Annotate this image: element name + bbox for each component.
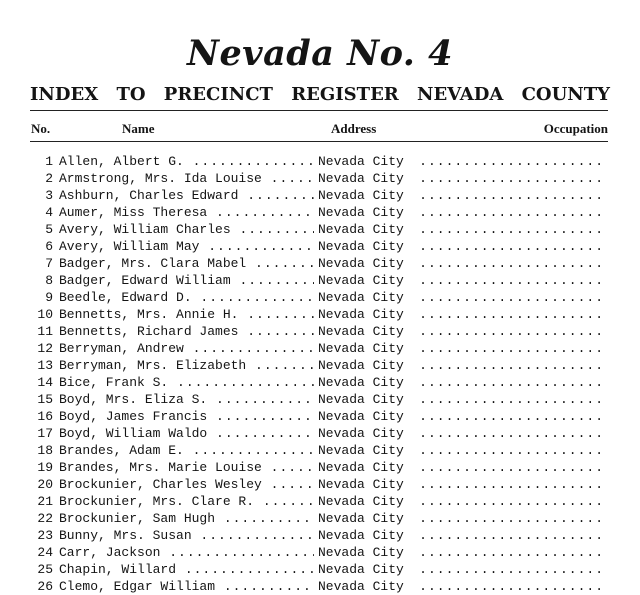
entry-number: 21 [37,494,53,509]
entry-number: 15 [37,392,53,407]
entry-occupation [418,561,604,578]
entry-number: 17 [37,426,53,441]
entry-address: Nevada City [318,307,404,322]
entry-number: 13 [37,358,53,373]
entry-occupation [418,493,604,510]
entry-name: Chapin, Willard ..... [59,561,314,578]
entry-address: Nevada City [318,273,404,288]
header-bottom-rule [30,141,608,142]
entry-number: 5 [45,222,53,237]
register-row [0,442,640,459]
entry-address: Nevada City [318,324,404,339]
entry-address: Nevada City [318,392,404,407]
entry-occupation [418,408,604,425]
entry-number: 3 [45,188,53,203]
entry-number: 26 [37,579,53,594]
entry-name: Aumer, Miss Theresa ..... [59,204,314,221]
register-row [0,408,640,425]
entry-address: Nevada City [318,205,404,220]
entry-number: 4 [45,205,53,220]
entry-name: Beedle, Edward D. ..... [59,289,314,306]
entry-name: Bunny, Mrs. Susan ..... [59,527,314,544]
entry-number: 2 [45,171,53,186]
entry-address: Nevada City [318,171,404,186]
entry-number: 22 [37,511,53,526]
entry-occupation [418,238,604,255]
entry-number: 16 [37,409,53,424]
register-row [0,391,640,408]
entry-address: Nevada City [318,511,404,526]
entry-name: Bennetts, Richard James ..... [59,323,314,340]
entry-name: Brandes, Mrs. Marie Louise ..... [59,459,314,476]
entry-address: Nevada City [318,477,404,492]
entry-address: Nevada City [318,409,404,424]
entry-address: Nevada City [318,443,404,458]
entry-occupation [418,221,604,238]
entry-name: Boyd, William Waldo ..... [59,425,314,442]
register-row [0,578,640,595]
entry-name: Berryman, Mrs. Elizabeth ..... [59,357,314,374]
entry-occupation [418,170,604,187]
entry-name: Avery, William May ..... [59,238,314,255]
register-row [0,238,640,255]
entry-address: Nevada City [318,256,404,271]
entry-occupation [418,187,604,204]
register-row [0,221,640,238]
register-row [0,561,640,578]
entry-address: Nevada City [318,460,404,475]
column-header-name: Name [122,121,155,136]
entry-occupation [418,357,604,374]
register-row [0,187,640,204]
entry-occupation [418,306,604,323]
entry-occupation [418,510,604,527]
register-row [0,323,640,340]
entry-number: 9 [45,290,53,305]
entry-occupation [418,578,604,595]
entry-occupation [418,527,604,544]
entry-occupation [418,323,604,340]
entry-address: Nevada City [318,341,404,356]
entry-name: Badger, Edward William ..... [59,272,314,289]
entry-occupation [418,459,604,476]
register-row [0,459,640,476]
page-title: Nevada No. 4 [186,33,454,74]
entry-number: 6 [45,239,53,254]
register-row [0,289,640,306]
entry-address: Nevada City [318,375,404,390]
entry-occupation [418,425,604,442]
entry-number: 8 [45,273,53,288]
entry-address: Nevada City [318,239,404,254]
entry-occupation [418,255,604,272]
entry-name: Brockunier, Sam Hugh ..... [59,510,314,527]
entry-name: Boyd, James Francis ..... [59,408,314,425]
register-row [0,170,640,187]
register-row [0,153,640,170]
entry-address: Nevada City [318,562,404,577]
entry-number: 23 [37,528,53,543]
entry-address: Nevada City [318,528,404,543]
entry-occupation [418,204,604,221]
entry-occupation [418,476,604,493]
entry-occupation [418,340,604,357]
register-row [0,544,640,561]
register-row [0,357,640,374]
entry-name: Brandes, Adam E. ..... [59,442,314,459]
column-header-no: No. [31,121,51,136]
register-list [0,153,640,595]
entry-name: Brockunier, Charles Wesley ..... [59,476,314,493]
entry-occupation [418,442,604,459]
register-row [0,340,640,357]
entry-number: 20 [37,477,53,492]
entry-name: Armstrong, Mrs. Ida Louise ..... [59,170,314,187]
register-row [0,374,640,391]
entry-name: Bice, Frank S. ..... [59,374,314,391]
entry-occupation [418,272,604,289]
entry-name: Avery, William Charles ..... [59,221,314,238]
entry-name: Carr, Jackson ..... [59,544,314,561]
register-row [0,425,640,442]
entry-name: Boyd, Mrs. Eliza S. ..... [59,391,314,408]
entry-address: Nevada City [318,290,404,305]
register-row [0,527,640,544]
entry-number: 10 [37,307,53,322]
header-top-rule [30,110,608,111]
entry-number: 11 [37,324,53,339]
entry-name: Berryman, Andrew ..... [59,340,314,357]
entry-address: Nevada City [318,426,404,441]
entry-name: Badger, Mrs. Clara Mabel ..... [59,255,314,272]
entry-number: 14 [37,375,53,390]
entry-name: Bennetts, Mrs. Annie H. ..... [59,306,314,323]
register-row [0,493,640,510]
entry-address: Nevada City [318,494,404,509]
entry-name: Clemo, Edgar William ..... [59,578,314,595]
entry-occupation [418,153,604,170]
entry-number: 1 [45,154,53,169]
entry-name: Ashburn, Charles Edward ..... [59,187,314,204]
entry-number: 18 [37,443,53,458]
entry-number: 24 [37,545,53,560]
column-header-address: Address [331,121,377,136]
entry-number: 7 [45,256,53,271]
column-header-occupation: Occupation [543,121,608,136]
entry-occupation [418,374,604,391]
entry-number: 12 [37,341,53,356]
register-row [0,510,640,527]
entry-name: Allen, Albert G. ..... [59,153,314,170]
entry-occupation [418,289,604,306]
entry-address: Nevada City [318,545,404,560]
entry-address: Nevada City [318,358,404,373]
entry-address: Nevada City [318,154,404,169]
entry-name: Brockunier, Mrs. Clare R. ..... [59,493,314,510]
entry-occupation [418,391,604,408]
register-row [0,255,640,272]
entry-occupation [418,544,604,561]
entry-address: Nevada City [318,579,404,594]
entry-number: 19 [37,460,53,475]
register-row [0,272,640,289]
register-row [0,476,640,493]
entry-address: Nevada City [318,222,404,237]
entry-number: 25 [37,562,53,577]
register-row [0,204,640,221]
entry-address: Nevada City [318,188,404,203]
register-row [0,306,640,323]
register-subtitle: INDEX TO PRECINCT REGISTER NEVADA COUNTY [30,84,610,105]
